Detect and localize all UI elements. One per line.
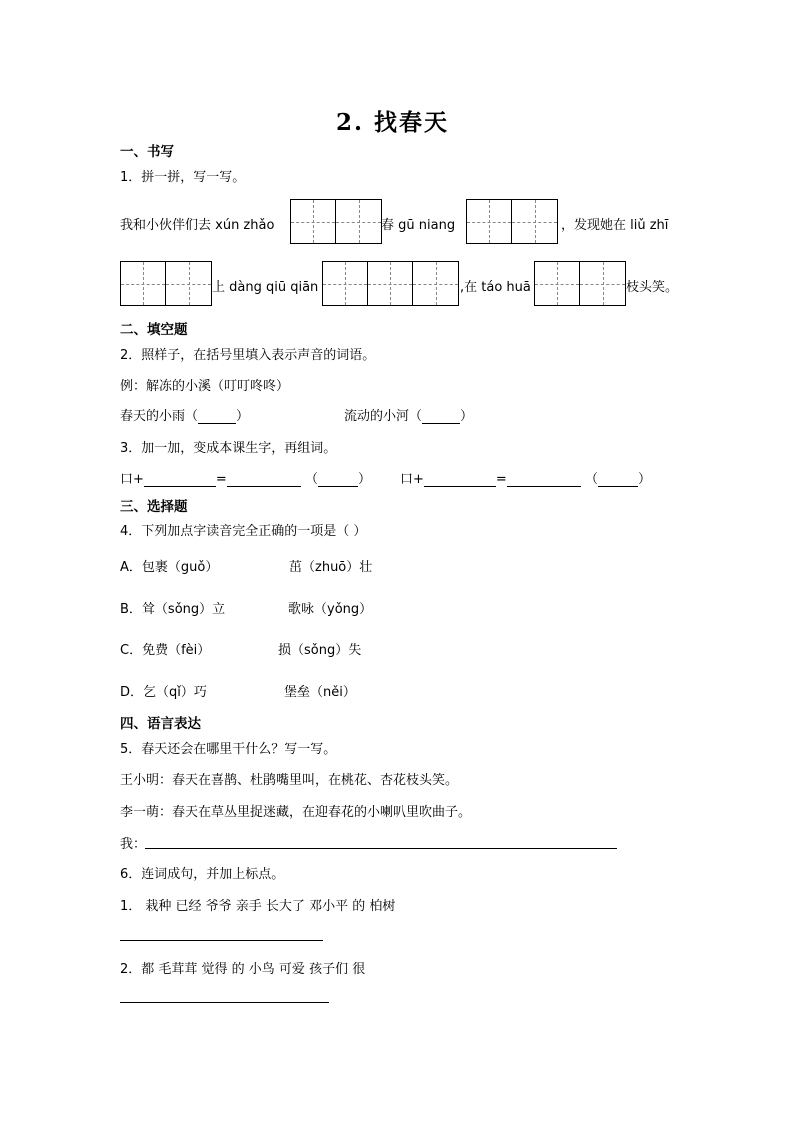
- answer-blank[interactable]: [318, 472, 358, 487]
- fill-label: 流动的小河（: [344, 409, 423, 424]
- option-d[interactable]: D．乞（qǐ）巧: [120, 685, 207, 700]
- writing-grid[interactable]: [466, 199, 558, 244]
- paren-close: ）: [357, 472, 371, 487]
- option-c-second: 损（sǒng）失: [278, 643, 362, 658]
- answer-label-me: 我：: [120, 837, 147, 852]
- option-d-second: 堡垒（něi）: [284, 685, 356, 700]
- answer-line[interactable]: [145, 848, 617, 849]
- option-b-second: 歌咏（yǒng）: [288, 602, 373, 617]
- add-item-1: [120, 468, 371, 487]
- fill-close: ）: [460, 409, 474, 424]
- fill-label: 春天的小雨（: [120, 409, 199, 424]
- answer-blank[interactable]: [507, 472, 581, 487]
- add-prefix: 口+: [120, 472, 144, 487]
- equals: =: [215, 472, 227, 487]
- answer-blank[interactable]: [424, 472, 496, 487]
- answer-line[interactable]: [120, 1002, 329, 1003]
- section-heading-writing: 一、书写: [120, 144, 174, 160]
- section-heading-fill: 二、填空题: [120, 322, 188, 338]
- page-title: 2. 找春天: [336, 109, 450, 136]
- fill-item-river: [344, 405, 473, 424]
- pinyin-text: 枝头笑。: [626, 280, 679, 295]
- answer-blank[interactable]: [598, 472, 638, 487]
- answer-blank[interactable]: [144, 472, 216, 487]
- section-heading-expression: 四、语言表达: [120, 716, 201, 732]
- equals: =: [495, 472, 507, 487]
- pinyin-text: 春 gū niang: [381, 218, 456, 233]
- pinyin-text: ,在 táo huā: [460, 280, 531, 295]
- question-3: 3．加一加，变成本课生字，再组词。: [120, 441, 337, 456]
- example-text: 例：解冻的小溪（叮叮咚咚）: [120, 379, 290, 394]
- section-heading-choice: 三、选择题: [120, 499, 188, 515]
- question-2: 2．照样子，在括号里填入表示声音的词语。: [120, 348, 376, 363]
- paren-open: （: [304, 472, 318, 487]
- answer-blank[interactable]: [422, 409, 460, 424]
- example-li: 李一萌：春天在草丛里捉迷藏，在迎春花的小喇叭里吹曲子。: [120, 805, 472, 820]
- option-c[interactable]: C．免费（fèi）: [120, 643, 211, 658]
- paren-open: （: [584, 472, 598, 487]
- paren-close: ）: [637, 472, 651, 487]
- pinyin-text: 我和小伙伴们去 xún zhǎo: [120, 218, 275, 233]
- question-5: 5．春天还会在哪里干什么？写一写。: [120, 742, 337, 757]
- question-6: 6．连词成句，并加上标点。: [120, 867, 285, 882]
- add-prefix: 口+: [400, 472, 424, 487]
- example-wang: 王小明：春天在喜鹊、杜鹃嘴里叫，在桃花、杏花枝头笑。: [120, 773, 459, 788]
- fill-close: ）: [236, 409, 250, 424]
- option-b[interactable]: B．耸（sǒng）立: [120, 602, 226, 617]
- writing-grid[interactable]: [322, 261, 459, 306]
- add-item-2: [400, 468, 651, 487]
- answer-line[interactable]: [120, 940, 323, 941]
- word-group-2: 2．都 毛茸茸 觉得 的 小鸟 可爱 孩子们 很: [120, 962, 366, 977]
- option-a-second: 茁（zhuō）壮: [289, 560, 373, 575]
- writing-grid[interactable]: [120, 261, 212, 306]
- word-group-1: 1． 栽种 已经 爷爷 亲手 长大了 邓小平 的 柏树: [120, 899, 396, 914]
- answer-blank[interactable]: [227, 472, 301, 487]
- pinyin-text: ，发现她在 liǔ zhī: [561, 218, 669, 233]
- answer-blank[interactable]: [198, 409, 236, 424]
- option-a[interactable]: A．包裹（guǒ）: [120, 560, 219, 575]
- question-1: 1．拼一拼，写一写。: [120, 170, 246, 185]
- writing-grid[interactable]: [290, 199, 382, 244]
- fill-item-rain: [120, 405, 249, 424]
- question-4: 4．下列加点字读音完全正确的一项是（ ）: [120, 524, 367, 539]
- pinyin-text: 上 dàng qiū qiān: [212, 280, 319, 295]
- writing-grid[interactable]: [534, 261, 626, 306]
